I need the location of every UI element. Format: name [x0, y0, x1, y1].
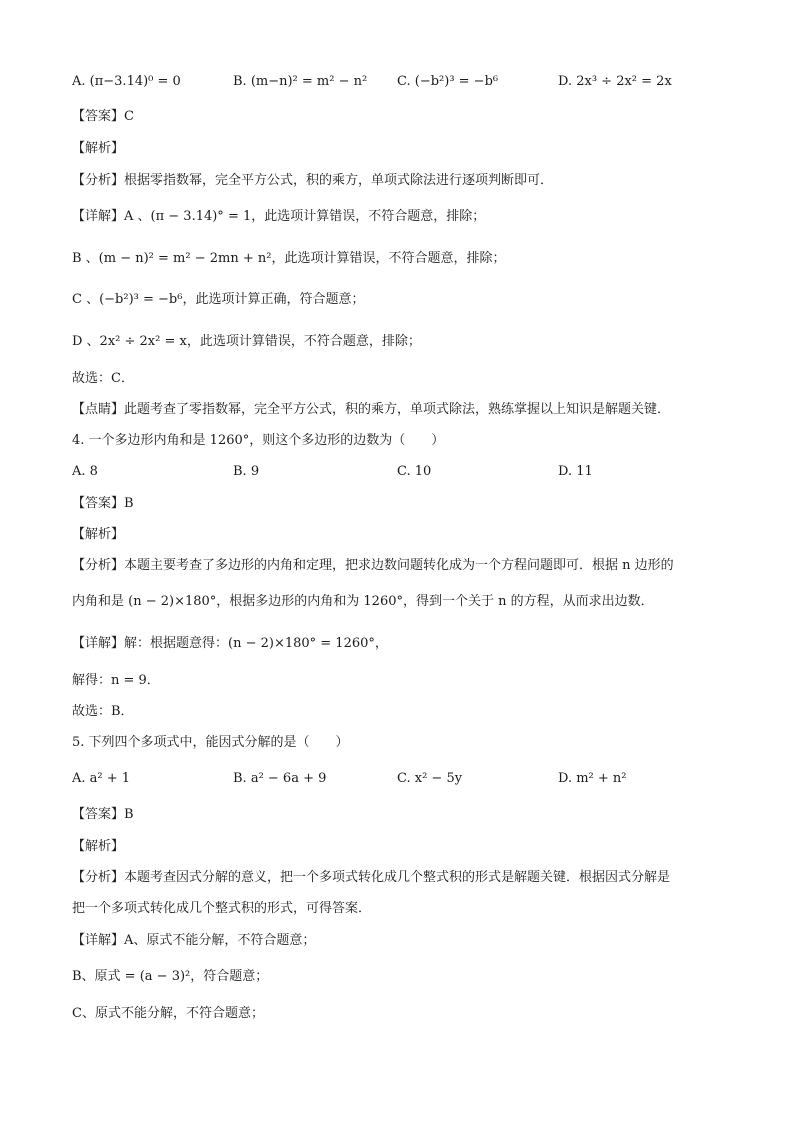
q4-fenxi-line2: 内角和是 (n − 2)×180°，根据多边形的内角和为 1260°，得到一个关于 n 的方程，从而求出边数．: [72, 594, 654, 609]
q4-option-d: D. 11: [558, 464, 593, 479]
q3-option-c: C. (−b²)³ = −b⁶: [397, 74, 499, 89]
q5-stem: 5. 下列四个多项式中，能因式分解的是（ ）: [72, 735, 349, 750]
q4-option-b: B. 9: [233, 464, 260, 479]
q4-fenxi-line1: 【分析】本题主要考查了多边形的内角和定理，把求边数问题转化成为一个方程问题即可．根据 n 边形的: [72, 558, 674, 573]
q5-detail-a: 【详解】A、原式不能分解，不符合题意；: [72, 933, 316, 948]
q4-detail: 【详解】解：根据题意得：(n − 2)×180° = 1260°，: [72, 636, 388, 651]
q5-fenxi-line1: 【分析】本题考查因式分解的意义，把一个多项式转化成几个整式积的形式是解题关键．根据因式分解是: [72, 870, 671, 885]
q5-fenxi-line2: 把一个多项式转化成几个整式积的形式，可得答案．: [72, 901, 372, 916]
q5-answer: 【答案】B: [72, 807, 134, 822]
q3-detail-d: D 、2x² ÷ 2x² = x，此选项计算错误，不符合题意，排除；: [72, 334, 421, 349]
q3-detail-c: C 、(−b²)³ = −b⁶，此选项计算正确，符合题意；: [72, 292, 365, 307]
q4-choose: 故选：B．: [72, 704, 134, 719]
q3-analysis-heading: 【解析】: [72, 141, 125, 156]
q3-detail-a: 【详解】A 、(π − 3.14)° = 1，此选项计算错误，不符合题意，排除；: [72, 209, 486, 224]
q3-option-b: B. (m−n)² = m² − n²: [233, 74, 368, 89]
q4-option-c: C. 10: [397, 464, 432, 479]
q5-option-d: D. m² + n²: [558, 771, 627, 786]
q4-stem: 4. 一个多边形内角和是 1260°，则这个多边形的边数为（ ）: [72, 433, 445, 448]
q5-analysis-heading: 【解析】: [72, 839, 125, 854]
q4-option-a: A. 8: [72, 464, 98, 479]
q3-option-a: A. (π−3.14)⁰ = 0: [72, 74, 181, 89]
q5-option-a: A. a² + 1: [72, 771, 131, 786]
q3-dianjing: 【点睛】此题考查了零指数幂，完全平方公式，积的乘方，单项式除法，熟练掌握以上知识是解题关键．: [72, 402, 671, 417]
q4-analysis-heading: 【解析】: [72, 527, 125, 542]
q5-detail-c: C、原式不能分解，不符合题意；: [72, 1006, 264, 1021]
q3-fenxi: 【分析】根据零指数幂，完全平方公式，积的乘方，单项式除法进行逐项判断即可．: [72, 173, 554, 188]
q5-detail-b: B、原式 = (a − 3)²，符合题意；: [72, 969, 269, 984]
q5-option-b: B. a² − 6a + 9: [233, 771, 327, 786]
q3-choose: 故选：C．: [72, 371, 134, 386]
q4-answer: 【答案】B: [72, 496, 134, 511]
q3-option-d: D. 2x³ ÷ 2x² = 2x: [558, 74, 672, 89]
q5-option-c: C. x² − 5y: [397, 771, 463, 786]
q3-answer: 【答案】C: [72, 109, 134, 124]
q4-solve: 解得：n = 9．: [72, 673, 160, 688]
q3-detail-b: B 、(m − n)² = m² − 2mn + n²，此选项计算错误，不符合题意，排除；: [72, 251, 506, 266]
